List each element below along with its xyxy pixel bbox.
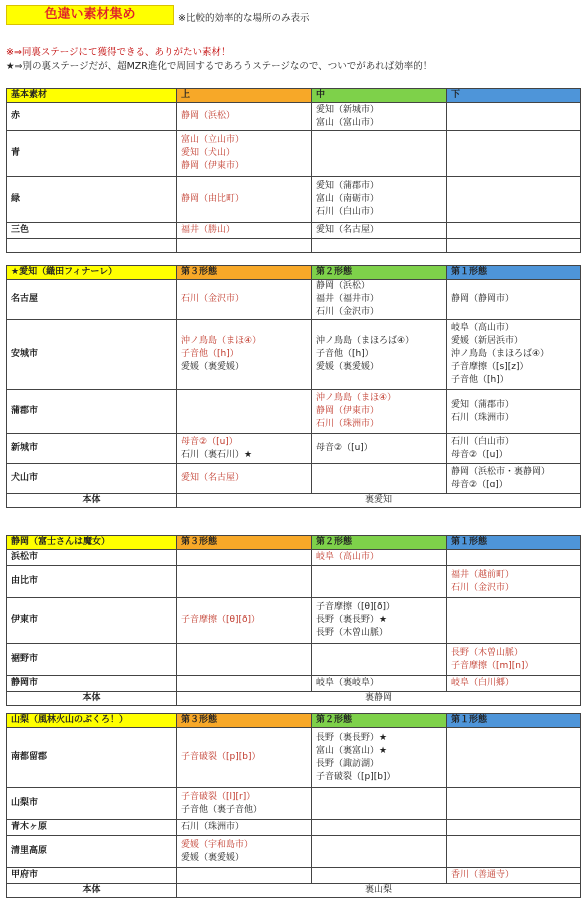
section-header-row <box>7 714 581 728</box>
table-row <box>7 239 581 253</box>
table-row <box>7 566 581 598</box>
body-label: 本体 <box>7 494 177 508</box>
material-cell <box>447 131 581 177</box>
material-cell <box>312 868 447 884</box>
material-cell <box>447 728 581 788</box>
material-cell <box>312 239 447 253</box>
table-row <box>7 131 581 177</box>
material-cell <box>447 320 581 390</box>
header-cell: 第２形態 <box>312 714 447 728</box>
header-cell: 上 <box>177 89 312 103</box>
row-label: 山梨市 <box>7 788 177 820</box>
material-cell <box>177 644 312 676</box>
header-cell: 第３形態 <box>177 714 312 728</box>
material-cell <box>447 836 581 868</box>
material-cell <box>447 177 581 223</box>
material-entry: 福井（勝山） <box>181 225 236 235</box>
material-entry: 岐阜（白川郷） <box>451 678 515 688</box>
material-cell <box>312 464 447 494</box>
header-cell: 第２形態 <box>312 536 447 550</box>
basic-materials-table <box>6 88 581 253</box>
material-cell <box>177 566 312 598</box>
body-label: 本体 <box>7 884 177 898</box>
material-entry: 沖ノ鳥島（まほ④） <box>181 336 262 346</box>
header-cell: 第１形態 <box>447 536 581 550</box>
material-cell <box>177 464 312 494</box>
material-cell <box>177 598 312 644</box>
material-cell <box>447 644 581 676</box>
material-entry: 愛知（名古屋） <box>181 473 245 483</box>
material-entry: 静岡（伊東市） <box>181 161 245 171</box>
material-cell <box>447 103 581 131</box>
header-cell: 中 <box>312 89 447 103</box>
material-cell <box>177 239 312 253</box>
material-entry: 子音他（[h]） <box>316 349 374 359</box>
row-label: 蒲郡市 <box>7 390 177 434</box>
material-entry: 石川（白山市） <box>316 207 380 217</box>
material-entry: 石川（金沢市） <box>181 294 245 304</box>
material-cell <box>312 550 447 566</box>
material-cell <box>177 103 312 131</box>
material-cell <box>312 788 447 820</box>
table-row <box>7 728 581 788</box>
body-footer-row <box>7 884 581 898</box>
legend-note-same-stage: ※⇒同裏ステージにて獲得できる、ありがたい素材！ <box>6 47 231 58</box>
material-cell <box>312 390 447 434</box>
title-note: ※比較的効率的な場所のみ表示 <box>178 13 310 24</box>
material-cell <box>312 103 447 131</box>
material-cell <box>177 434 312 464</box>
material-entry: 愛媛（裏愛媛） <box>181 852 245 863</box>
material-cell <box>312 177 447 223</box>
material-entry: 富山（立山市） <box>181 135 245 145</box>
material-entry: 静岡（由比町） <box>181 194 245 204</box>
material-entry: 長野（諏訪湖） <box>316 758 380 769</box>
header-cell: 第３形態 <box>177 266 312 280</box>
material-cell <box>447 676 581 692</box>
material-cell <box>447 464 581 494</box>
material-entry: 石川（珠洲市） <box>451 412 515 423</box>
material-cell <box>447 550 581 566</box>
material-entry: 子音摩擦（[m][n]） <box>451 660 534 671</box>
body-footer-row <box>7 692 581 706</box>
row-label: 浜松市 <box>7 550 177 566</box>
header-cell: 第１形態 <box>447 714 581 728</box>
material-entry: 子音摩擦（[s][z]） <box>451 362 529 372</box>
body-value: 裏山梨 <box>177 884 581 898</box>
row-label: 伊東市 <box>7 598 177 644</box>
table-row <box>7 550 581 566</box>
material-cell <box>312 566 447 598</box>
table-row <box>7 177 581 223</box>
material-entry: 福井（福井市） <box>316 294 380 304</box>
body-footer-row <box>7 494 581 508</box>
material-entry: 愛知（名古屋） <box>316 225 380 235</box>
material-cell <box>177 676 312 692</box>
table-row <box>7 223 581 239</box>
material-entry: 石川（裏石川）★ <box>181 449 253 460</box>
material-entry: 静岡（静岡市） <box>451 294 515 304</box>
table-row <box>7 434 581 464</box>
material-entry: 愛媛（新居浜市） <box>451 336 524 346</box>
material-cell <box>312 280 447 320</box>
row-label: 名古屋 <box>7 280 177 320</box>
material-cell <box>447 598 581 644</box>
material-cell <box>447 820 581 836</box>
table-row <box>7 644 581 676</box>
material-cell <box>312 836 447 868</box>
table-row <box>7 280 581 320</box>
body-value: 裏愛知 <box>177 494 581 508</box>
material-cell <box>177 728 312 788</box>
header-cell: 第３形態 <box>177 536 312 550</box>
table-row <box>7 464 581 494</box>
table-row <box>7 868 581 884</box>
material-entry: 愛知（蒲郡市） <box>316 181 380 191</box>
material-cell <box>177 836 312 868</box>
material-cell <box>312 434 447 464</box>
body-label: 本体 <box>7 692 177 706</box>
material-entry: 子音破裂（[p][b]） <box>181 752 261 762</box>
row-label: 三色 <box>7 223 177 239</box>
material-cell <box>312 644 447 676</box>
material-entry: 岐阜（裏岐阜） <box>316 678 380 688</box>
table-row <box>7 103 581 131</box>
material-entry: 子音摩擦（[θ][ð]） <box>316 602 396 612</box>
table-row <box>7 598 581 644</box>
material-entry: 子音破裂（[p][b]） <box>316 771 396 782</box>
row-label: 緑 <box>7 177 177 223</box>
material-cell <box>177 177 312 223</box>
material-cell <box>177 390 312 434</box>
material-entry: 子音他（[h]） <box>451 375 509 385</box>
material-entry: 岐阜（高山市） <box>451 323 515 333</box>
material-entry: 愛媛（裏愛媛） <box>316 362 380 372</box>
material-cell <box>447 434 581 464</box>
section-title: 山梨（風林火山のぶくろ！） <box>7 714 177 728</box>
material-entry: 母音②（[u]） <box>316 443 373 453</box>
row-label: 清里高原 <box>7 836 177 868</box>
section-header-row <box>7 536 581 550</box>
material-entry: 長野（裏長野）★ <box>316 615 388 625</box>
row-label: 裾野市 <box>7 644 177 676</box>
material-entry: 静岡（浜松） <box>181 111 236 121</box>
table-row <box>7 390 581 434</box>
material-entry: 子音他（[h]） <box>181 349 239 359</box>
section-title: ★愛知（織田フィナーレ） <box>7 266 177 280</box>
material-cell <box>177 223 312 239</box>
header-cell: 基本素材 <box>7 89 177 103</box>
material-cell <box>447 868 581 884</box>
material-cell <box>447 223 581 239</box>
material-cell <box>312 131 447 177</box>
material-entry: 愛知（蒲郡市） <box>451 399 515 410</box>
material-cell <box>177 131 312 177</box>
header-cell: 第２形態 <box>312 266 447 280</box>
material-entry: 香川（善通寺） <box>451 870 515 880</box>
body-value: 裏静岡 <box>177 692 581 706</box>
material-entry: 静岡（浜松市・裏静岡） <box>451 466 551 477</box>
material-cell <box>312 598 447 644</box>
material-entry: 愛媛（宇和島市） <box>181 839 254 850</box>
row-label <box>7 239 177 253</box>
material-cell <box>177 320 312 390</box>
material-entry: 愛媛（裏愛媛） <box>181 362 245 372</box>
material-entry: 愛知（犬山） <box>181 148 236 158</box>
material-cell <box>447 788 581 820</box>
material-entry: 沖ノ鳥島（まほろば④） <box>451 349 550 359</box>
header-cell: 下 <box>447 89 581 103</box>
material-cell <box>312 223 447 239</box>
row-label: 青 <box>7 131 177 177</box>
material-entry: 石川（珠洲市） <box>316 419 380 429</box>
material-entry: 子音摩擦（[θ][ð]） <box>181 615 261 625</box>
legend-note-star: ★⇒別の裏ステージだが、超MZR進化で周回するであろうステージなので、ついでがあれば効率的！ <box>6 61 433 72</box>
row-label: 赤 <box>7 103 177 131</box>
material-entry: 子音破裂（[l][r]） <box>181 791 256 802</box>
material-entry: 静岡（浜松） <box>316 281 371 291</box>
yamanashi-section-table <box>6 713 581 898</box>
material-entry: 長野（木曽山脈） <box>451 647 524 658</box>
row-label: 甲府市 <box>7 868 177 884</box>
material-entry: 長野（木曽山脈） <box>316 628 389 638</box>
aichi-section-table <box>6 265 581 508</box>
material-entry: 富山（裏富山）★ <box>316 745 388 756</box>
table-row <box>7 788 581 820</box>
section-title: 静岡（富士さんは魔女） <box>7 536 177 550</box>
material-cell <box>177 868 312 884</box>
material-cell <box>447 390 581 434</box>
material-entry: 沖ノ鳥島（まほろば④） <box>316 336 415 346</box>
row-label: 安城市 <box>7 320 177 390</box>
material-entry: 子音他（裏子音他） <box>181 804 263 815</box>
material-entry: 石川（金沢市） <box>316 307 380 317</box>
material-entry: 富山（南砺市） <box>316 194 380 204</box>
table-row <box>7 820 581 836</box>
table-row <box>7 676 581 692</box>
material-entry: 母音②（[u]） <box>451 449 508 460</box>
material-entry: 母音②（[u]） <box>181 436 238 447</box>
material-cell <box>312 320 447 390</box>
material-cell <box>177 788 312 820</box>
row-label: 静岡市 <box>7 676 177 692</box>
material-entry: 石川（珠洲市） <box>181 822 245 832</box>
shizuoka-section-table <box>6 535 581 706</box>
material-entry: 長野（裏長野）★ <box>316 732 388 743</box>
material-cell <box>177 550 312 566</box>
row-label: 青木ヶ原 <box>7 820 177 836</box>
section-header-row <box>7 266 581 280</box>
material-entry: 石川（白山市） <box>451 436 515 447</box>
row-label: 由比市 <box>7 566 177 598</box>
row-label: 犬山市 <box>7 464 177 494</box>
material-entry: 静岡（伊東市） <box>316 406 380 416</box>
material-entry: 愛知（新城市） <box>316 104 380 115</box>
material-cell <box>312 820 447 836</box>
row-label: 南都留郡 <box>7 728 177 788</box>
basic-header-row <box>7 89 581 103</box>
material-entry: 石川（金沢市） <box>451 582 515 593</box>
material-cell <box>447 566 581 598</box>
material-cell <box>447 280 581 320</box>
material-cell <box>177 820 312 836</box>
row-label: 新城市 <box>7 434 177 464</box>
material-entry: 福井（越前町） <box>451 569 515 580</box>
material-entry: 沖ノ鳥島（まほ④） <box>316 393 397 403</box>
material-cell <box>447 239 581 253</box>
page-title: 色違い素材集め <box>6 5 174 25</box>
material-entry: 富山（富山市） <box>316 117 380 128</box>
table-row <box>7 320 581 390</box>
material-cell <box>312 676 447 692</box>
material-cell <box>312 728 447 788</box>
material-cell <box>177 280 312 320</box>
table-row <box>7 836 581 868</box>
header-cell: 第１形態 <box>447 266 581 280</box>
material-entry: 母音②（[ɑ]） <box>451 479 508 490</box>
material-entry: 岐阜（高山市） <box>316 552 380 562</box>
